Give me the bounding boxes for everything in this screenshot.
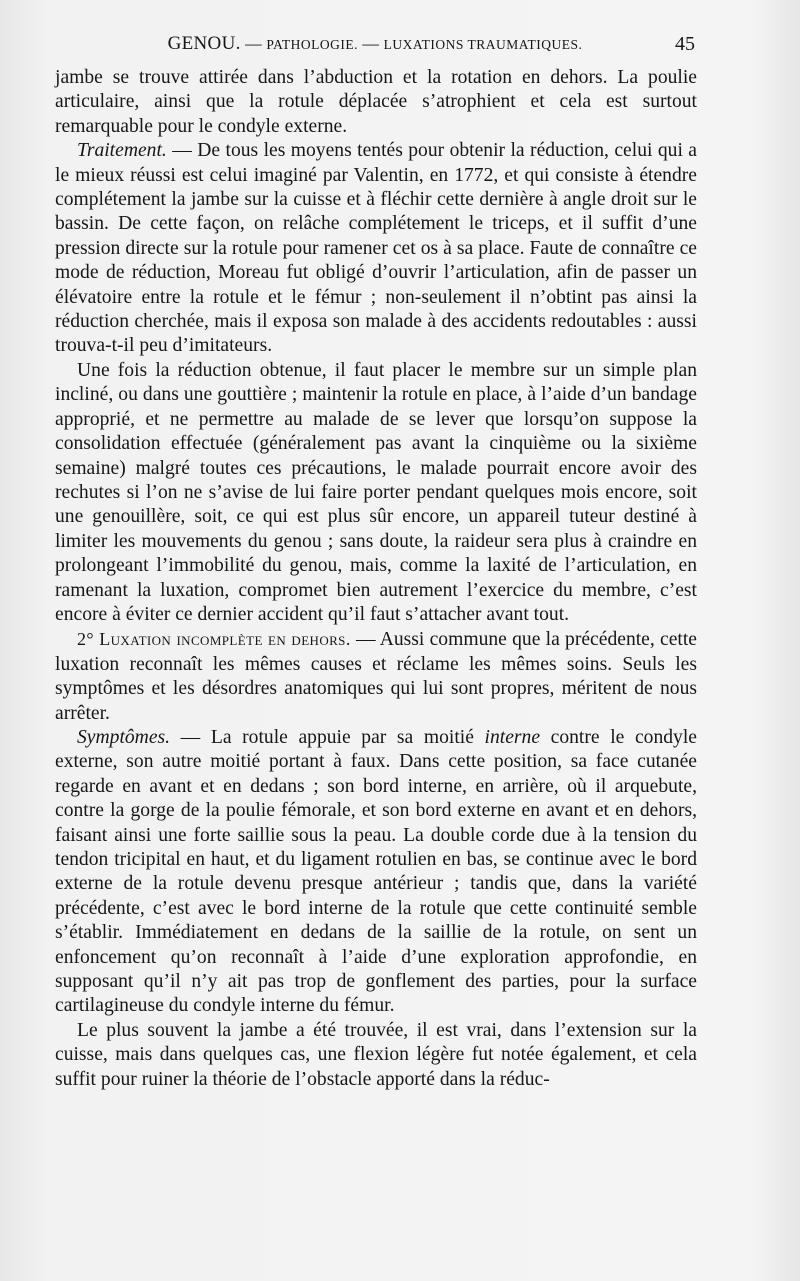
running-title-dash: — — [240, 34, 267, 53]
paragraph: Une fois la réduction obtenue, il faut placer le membre sur un simple plan incliné, ou dans une gouttière ; maintenir la rotule en place, à l’aide d’un bandage approprié, et ne permettre au malade de se lever que lorsqu’on suppose la consolidation effectuée (généralement pas avant la cinquième ou la sixième semaine) malgré toutes ces précautions, le malade pourrait encore avoir des rechutes si l’on ne s’avise de lui faire porter pendant quelques mois encore, soit une genouillère, soit, ce qui est plus sûr encore, un appareil tuteur destiné à limiter les mouvements du genou ; sans doute, la raideur sera plus à craindre en prolongeant l’immobilité du genou, mais, comme la laxité de l’articulation, en ramenant la luxation, compromet bien autrement l’exercice du membre, c’est encore à éviter ce dernier accident qu’il faut s’attacher avant tout. — [55, 359, 697, 625]
paragraph-text: contre le condyle externe, son autre moitié portant à faux. Dans cette position, sa face cutanée regarde en avant et en dedans ; son bord interne, en arrière, où il arquebute, contre la gorge de la poulie fémorale, et son bord externe en avant et en dehors, faisant ainsi une forte saillie sous la peau. La double corde due à la tension du tendon tricipital en haut, et du ligament rotulien en bas, se continue avec le bord externe de la rotule devenu presque antérieur ; tandis que, dans la variété précédente, c’est avec le bord interne de la rotule que cette continuité semble s’établir. Immédiatement en dedans de la saillie de la rotule, on sent un enfoncement qu’on reconnaît à l’aide d’une exploration approfondie, en supposant qu’il n’y ait pas trop de gonflement des parties, pour la surface cartilagineuse du condyle interne du fémur. — [55, 726, 697, 1017]
paragraph-text: — Aussi commune que la précédente, cette luxation reconnaît les mêmes causes et réclame les mêmes soins. Seuls les symptômes et les désordres anatomiques qui lui sont propres, méritent de nous arrêter. — [55, 629, 698, 724]
paragraph-text: — La rotule appuie par sa moitié — [170, 726, 485, 748]
emphasis-interne: interne — [484, 726, 541, 748]
paragraph: jambe se trouve attirée dans l’abduction et la rotation en dehors. La poulie articulaire, ainsi que la rotule déplacée s’atrophient et cela est surtout remarquable pour le condyle externe. — [55, 67, 697, 137]
running-title-main: GENOU. — [167, 33, 241, 54]
paragraph: Le plus souvent la jambe a été trouvée, il est vrai, dans l’extension sur la cuisse, mais dans quelques cas, une flexion légère fut notée également, et cela suffit pour ruiner la théorie de l’obstacle apporté dans la réduc- — [55, 1019, 697, 1090]
paragraph-text: — De tous les moyens tentés pour obtenir la réduction, celui qui a le mieux réussi est celui imaginé par Valentin, en 1772, et qui consiste à étendre complétement la jambe sur la cuisse et à fléchir cette dernière à angle droit sur le bassin. De cette façon, on relâche complétement le triceps, et il suffit d’une pression directe sur la rotule pour ramener cet os à sa place. Faute de connaître ce mode de réduction, Moreau fut obligé d’ouvrir l’articulation, afin de passer un élévatoire entre la rotule et le fémur ; non-seulement il n’obtint pas ainsi la réduction cherchée, mais il exposa son malade à des accidents redoutables : aussi trouva-t-il peu d’imitateurs. — [55, 140, 697, 357]
body-text — [55, 66, 697, 1092]
running-title-section: PATHOLOGIE. — [266, 37, 358, 52]
running-title-subsection: LUXATIONS TRAUMATIQUES. — [383, 37, 583, 52]
running-head — [55, 33, 695, 59]
page-number: 45 — [675, 33, 695, 55]
section-heading-symptomes: Symptômes. — [77, 726, 171, 748]
running-title — [55, 33, 695, 55]
paragraph-luxation-incomplete — [55, 627, 697, 726]
running-title-dash: — — [357, 34, 384, 53]
section-heading-luxation: 2° Luxation incomplète en dehors. — [77, 629, 351, 650]
section-heading-traitement: Traitement. — [77, 140, 167, 162]
paragraph-traitement — [55, 139, 697, 359]
paragraph-symptomes — [55, 726, 697, 1019]
